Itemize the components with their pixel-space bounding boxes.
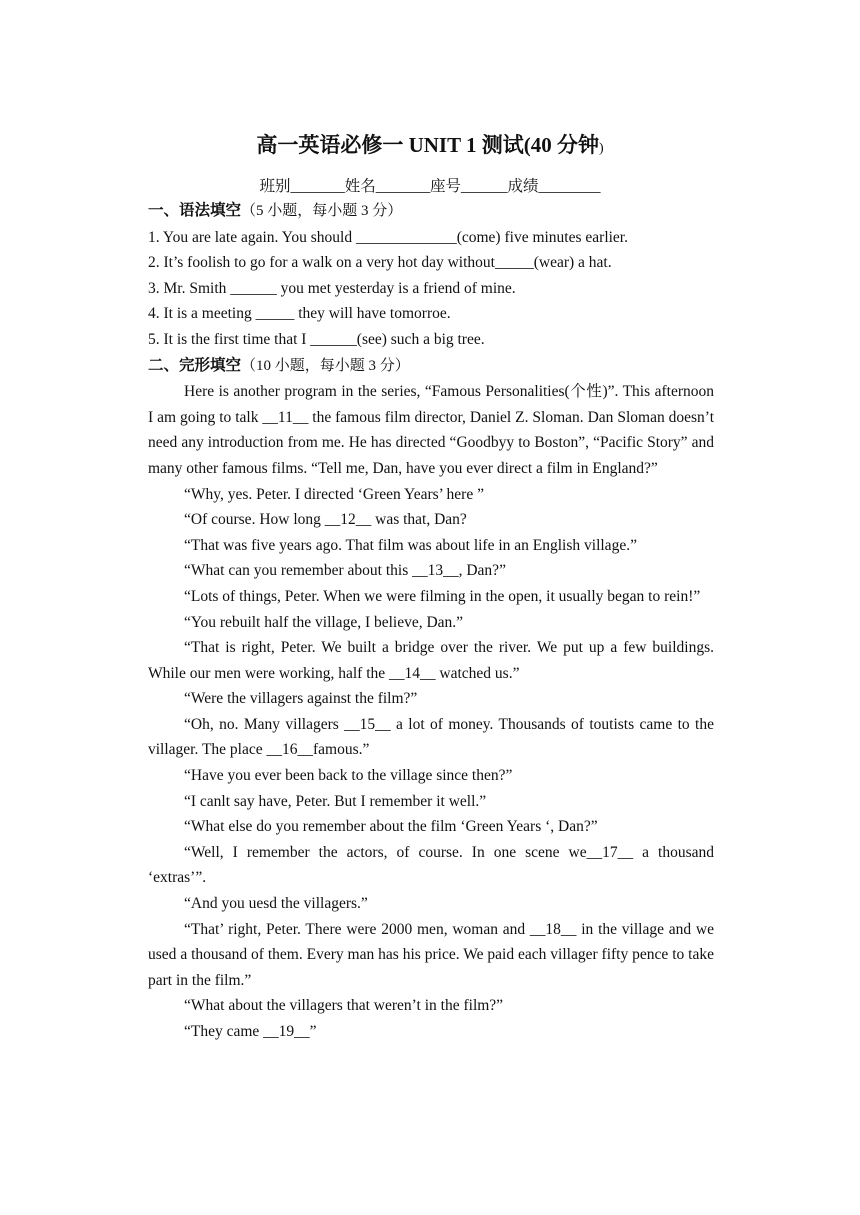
- grammar-item-1: 1. You are late again. You should _____________(come) five minutes earlier.: [148, 228, 628, 246]
- exam-body: [148, 198, 714, 1045]
- cloze-paragraph: “That is right, Peter. We built a bridge over the river. We put up a few buildings. While our men were working, half the __14__ watched us.”: [148, 639, 714, 682]
- cloze-paragraph: “What can you remember about this __13__, Dan?”: [184, 562, 506, 580]
- cloze-paragraph: “Have you ever been back to the village since then?”: [184, 767, 513, 785]
- cloze-paragraph: “Lots of things, Peter. When we were filming in the open, it usually began to rein!”: [184, 587, 701, 605]
- section2-header: [148, 353, 714, 380]
- grammar-item-5: 5. It is the first time that I ______(see) such a big tree.: [148, 330, 485, 348]
- title-close: ): [598, 141, 604, 156]
- section1-note: （5 小题，每小题 3 分）: [241, 203, 403, 219]
- cloze-paragraph: “They came __19__”: [184, 1023, 317, 1040]
- section2-note: （10 小题，每小题 3 分）: [241, 357, 410, 374]
- cloze-paragraph: “Of course. How long __12__ was that, Dan?: [184, 511, 467, 529]
- section1-header: [148, 198, 714, 225]
- section2-heading: 二、完形填空: [148, 355, 242, 374]
- cloze-paragraph: “I canlt say have, Peter. But I remember it well.”: [184, 792, 487, 810]
- page-title: [0, 129, 860, 159]
- grammar-item-3: 3. Mr. Smith ______ you met yesterday is a friend of mine.: [148, 279, 516, 297]
- cloze-paragraph: “That was five years ago. That film was about life in an English village.”: [184, 536, 637, 554]
- cloze-paragraph: “That’ right, Peter. There were 2000 men, woman and __18__ in the village and we used a thousand of them. Every man has his price. We paid each villager fifty pence to take part in the film.”: [148, 920, 714, 989]
- title-main: 高一英语必修一 UNIT 1 测试(40 分钟: [256, 133, 599, 157]
- cloze-paragraph: “Well, I remember the actors, of course. In one scene we__17__ a thousand ‘extras’”.: [148, 843, 714, 887]
- cloze-paragraph: “And you uesd the villagers.”: [184, 895, 368, 913]
- cloze-paragraph: “Why, yes. Peter. I directed ‘Green Years’ here ”: [184, 485, 484, 503]
- cloze-paragraph: “Oh, no. Many villagers __15__ a lot of money. Thousands of toutists came to the villager. The place __16__famous.”: [148, 715, 714, 759]
- grammar-item-4: 4. It is a meeting _____ they will have tomorroe.: [148, 305, 451, 323]
- grammar-item-2: 2. It’s foolish to go for a walk on a very hot day without_____(wear) a hat.: [148, 254, 612, 272]
- section1-heading: 一、语法填空: [148, 201, 242, 219]
- cloze-paragraph: “What else do you remember about the film ‘Green Years ‘, Dan?”: [184, 818, 598, 836]
- cloze-paragraph: Here is another program in the series, “Famous Personalities(个性)”. This afternoon I am going to talk __11__ the famous film director, Daniel Z. Sloman. Dan Sloman doesn’t need any introduction from me. He has directed “Goodbyy to Boston”, “Pacific Story” and many other famous films. “Tell me, Dan, have you ever direct a film in England?”: [148, 383, 714, 477]
- cloze-paragraph: “Were the villagers against the film?”: [184, 690, 418, 708]
- cloze-paragraph: “You rebuilt half the village, I believe, Dan.”: [184, 613, 464, 631]
- cloze-paragraph: “What about the villagers that weren’t in the film?”: [184, 997, 504, 1015]
- student-info-line: 班别_______姓名_______座号______成绩________: [259, 178, 601, 195]
